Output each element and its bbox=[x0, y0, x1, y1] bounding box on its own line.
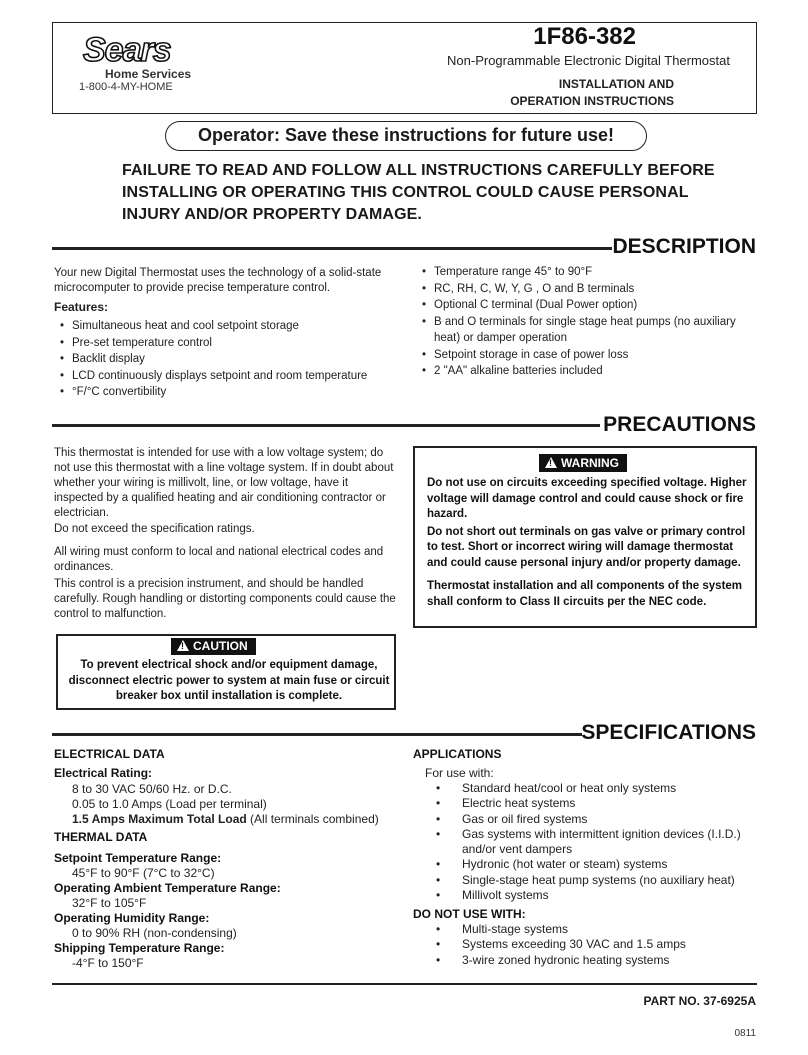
document-code: 0811 bbox=[734, 1028, 756, 1039]
list-item: • Hydronic (hot water or steam) systems bbox=[434, 857, 759, 872]
electrical-rating-label: Electrical Rating: bbox=[54, 766, 153, 780]
home-services-label: Home Services bbox=[105, 67, 192, 81]
humidity-range-value: 0 to 90% RH (non-condensing) bbox=[72, 926, 237, 940]
list-item: • Gas or oil fired systems bbox=[434, 812, 759, 827]
electrical-rating-3 bbox=[72, 812, 379, 826]
features-list-left bbox=[58, 318, 403, 401]
precautions-title: PRECAUTIONS bbox=[603, 413, 756, 436]
list-item: • Backlit display bbox=[58, 351, 403, 368]
do-not-use-list bbox=[434, 922, 759, 968]
warning-triangle-icon: ! bbox=[545, 457, 557, 468]
features-label: Features: bbox=[54, 300, 109, 314]
electrical-rating-2: 0.05 to 1.0 Amps (Load per terminal) bbox=[72, 797, 267, 811]
phone-number: 1-800-4-MY-HOME bbox=[79, 81, 173, 93]
electrical-rating-1: 8 to 30 VAC 50/60 Hz. or D.C. bbox=[72, 782, 232, 796]
header-box bbox=[52, 22, 757, 114]
warning-label: WARNING bbox=[561, 456, 619, 470]
sears-logo: Sears bbox=[83, 31, 171, 69]
list-item: • °F/°C convertibility bbox=[58, 384, 403, 401]
applications-heading: APPLICATIONS bbox=[413, 747, 502, 761]
list-item: • Pre-set temperature control bbox=[58, 335, 403, 352]
warning-text bbox=[427, 476, 747, 610]
precautions-p1: This thermostat is intended for use with a low voltage system; do not use this thermostat with a line voltage system. If in doubt about whether your wiring is millivolt, line, or low voltage, have it inspected by a qualified heating and air conditioning contractor or electrician. bbox=[54, 447, 394, 519]
max-load-bold: 1.5 Amps Maximum Total Load bbox=[72, 812, 247, 826]
list-item: • Multi-stage systems bbox=[434, 922, 759, 937]
list-item: • LCD continuously displays setpoint and room temperature bbox=[58, 368, 403, 385]
bottom-rule bbox=[52, 983, 757, 985]
warning-badge bbox=[539, 454, 627, 472]
model-number: 1F86-382 bbox=[533, 23, 636, 50]
list-item: • Standard heat/cool or heat only systems bbox=[434, 781, 759, 796]
list-item: • 3-wire zoned hydronic heating systems bbox=[434, 953, 759, 968]
operator-note: Operator: Save these instructions for future use! bbox=[165, 121, 647, 151]
caution-text: To prevent electrical shock and/or equipment damage, disconnect electric power to system at main fuse or circuit breaker box until installation is complete. bbox=[68, 659, 390, 702]
warning-paragraph-3: Thermostat installation and all components of the system shall conform to Class II circuits per the NEC code. bbox=[427, 580, 743, 608]
warning-paragraph-2: Do not short out terminals on gas valve or primary control to test. Short or incorrect wiring will damage thermostat and could cause personal injury and/or property damage. bbox=[427, 525, 746, 569]
electrical-data-heading: ELECTRICAL DATA bbox=[54, 747, 165, 761]
do-not-use-heading: DO NOT USE WITH: bbox=[413, 907, 526, 921]
description-intro: Your new Digital Thermostat uses the technology of a solid-state microcomputer to provide precise temperature control. bbox=[54, 267, 382, 294]
caution-triangle-icon: ! bbox=[177, 640, 189, 651]
warning-box bbox=[413, 446, 757, 628]
shipping-range-value: -4°F to 150°F bbox=[72, 956, 144, 970]
warning-paragraph-1: Do not use on circuits exceeding specified voltage. Higher voltage will damage control and could cause shock or fire hazard. bbox=[427, 477, 747, 520]
precautions-p3: All wiring must conform to local and national electrical codes and ordinances. bbox=[54, 546, 384, 573]
precautions-rule bbox=[52, 424, 600, 427]
part-number: PART NO. 37-6925A bbox=[643, 994, 756, 1008]
failure-warning: FAILURE TO READ AND FOLLOW ALL INSTRUCTIONS CAREFULLY BEFORE INSTALLING OR OPERATING THIS CONTROL COULD CAUSE PERSONAL INJURY AND/OR PROPERTY DAMAGE. bbox=[122, 162, 715, 223]
for-use-with: For use with: bbox=[425, 766, 494, 780]
install-title-line1: INSTALLATION AND bbox=[558, 77, 674, 91]
description-title: DESCRIPTION bbox=[612, 235, 756, 258]
setpoint-range-value: 45°F to 90°F (7°C to 32°C) bbox=[72, 866, 215, 880]
list-item: • Millivolt systems bbox=[434, 888, 759, 903]
precautions-p2: Do not exceed the specification ratings. bbox=[54, 523, 255, 535]
specifications-rule bbox=[52, 733, 582, 736]
humidity-range-label: Operating Humidity Range: bbox=[54, 911, 210, 925]
thermal-data-heading: THERMAL DATA bbox=[54, 830, 148, 844]
list-item: • 2 "AA" alkaline batteries included bbox=[420, 363, 760, 380]
applications-list bbox=[434, 781, 759, 903]
shipping-range-label: Shipping Temperature Range: bbox=[54, 941, 225, 955]
list-item: • Gas systems with intermittent ignition devices (I.I.D.) and/or vent dampers bbox=[434, 827, 759, 858]
max-load-note: (All terminals combined) bbox=[246, 812, 379, 826]
install-title-line2: OPERATION INSTRUCTIONS bbox=[510, 94, 674, 108]
list-item: • Setpoint storage in case of power loss bbox=[420, 347, 760, 364]
list-item: • Optional C terminal (Dual Power option) bbox=[420, 297, 760, 314]
description-rule bbox=[52, 247, 612, 250]
list-item: • Systems exceeding 30 VAC and 1.5 amps bbox=[434, 937, 759, 952]
features-list-right bbox=[420, 264, 760, 380]
caution-label: CAUTION bbox=[193, 639, 248, 653]
ambient-range-value: 32°F to 105°F bbox=[72, 896, 147, 910]
list-item: • Simultaneous heat and cool setpoint storage bbox=[58, 318, 403, 335]
list-item: • B and O terminals for single stage heat pumps (no auxiliary heat) or damper operation bbox=[420, 314, 760, 347]
caution-box bbox=[56, 634, 396, 710]
list-item: • Electric heat systems bbox=[434, 796, 759, 811]
specifications-title: SPECIFICATIONS bbox=[581, 721, 756, 744]
list-item: • Temperature range 45° to 90°F bbox=[420, 264, 760, 281]
precautions-p4: This control is a precision instrument, and should be handled carefully. Rough handling or distorting components could cause the control to malfunction. bbox=[54, 578, 396, 620]
list-item: • RC, RH, C, W, Y, G , O and B terminals bbox=[420, 281, 760, 298]
caution-badge bbox=[171, 638, 256, 655]
list-item: • Single-stage heat pump systems (no auxiliary heat) bbox=[434, 873, 759, 888]
ambient-range-label: Operating Ambient Temperature Range: bbox=[54, 881, 281, 895]
product-subtitle: Non-Programmable Electronic Digital Thermostat bbox=[447, 53, 730, 68]
setpoint-range-label: Setpoint Temperature Range: bbox=[54, 851, 222, 865]
